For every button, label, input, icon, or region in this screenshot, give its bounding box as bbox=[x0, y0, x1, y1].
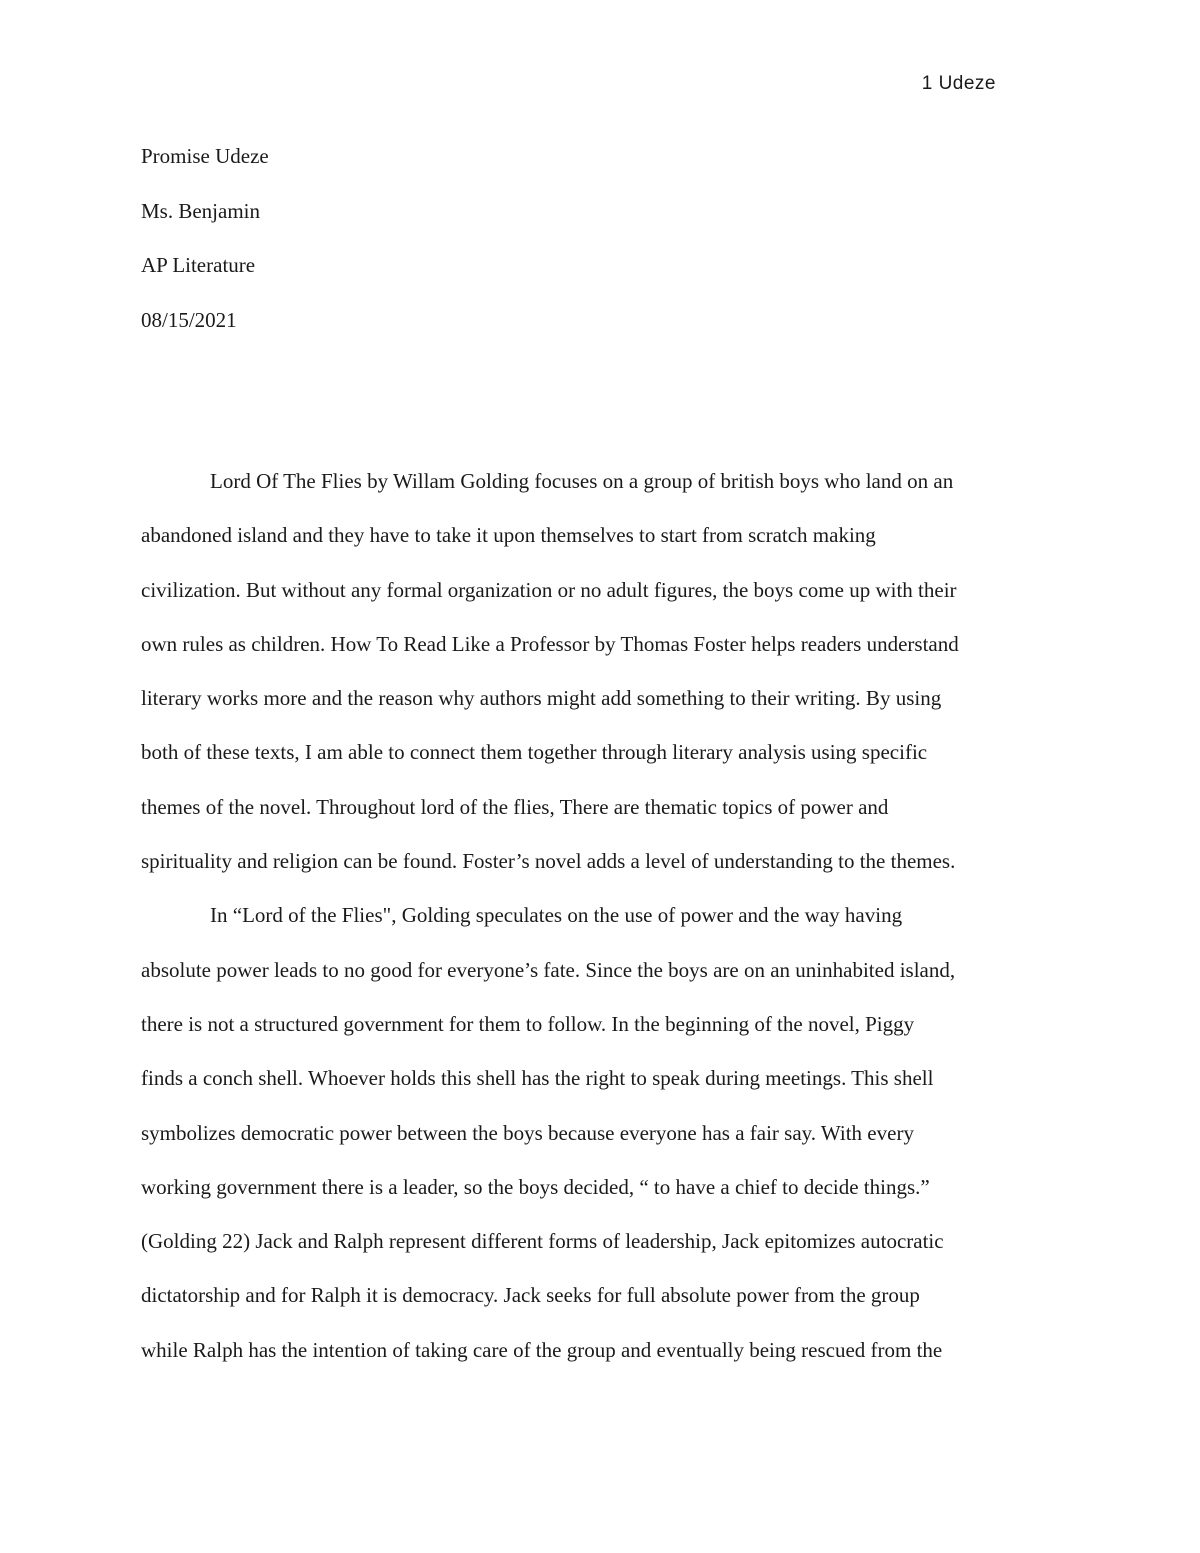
course-name: AP Literature bbox=[141, 253, 256, 277]
student-name: Promise Udeze bbox=[141, 144, 269, 168]
page-header: 1 Udeze bbox=[921, 73, 996, 94]
paragraph-2-line-6: working government there is a leader, so the boys decided, “ to have a chief to decide things.” bbox=[141, 1174, 930, 1199]
paragraph-1-line-8: spirituality and religion can be found. Foster’s novel adds a level of understanding to the themes. bbox=[141, 849, 956, 874]
paragraph-2-line-2: absolute power leads to no good for everyone’s fate. Since the boys are on an uninhabited island, bbox=[141, 957, 956, 982]
essay-body bbox=[141, 467, 1071, 1390]
paragraph-1-line-3: civilization. But without any formal organization or no adult figures, the boys come up with their bbox=[141, 577, 957, 602]
paragraph-2-line-5: symbolizes democratic power between the boys because everyone has a fair say. With every bbox=[141, 1120, 914, 1145]
paragraph-2-line-7: (Golding 22) Jack and Ralph represent different forms of leadership, Jack epitomizes autocratic bbox=[141, 1229, 944, 1254]
mla-heading bbox=[141, 142, 741, 360]
teacher-name: Ms. Benjamin bbox=[141, 198, 260, 223]
essay-date: 08/15/2021 bbox=[141, 307, 237, 332]
paragraph-1-line-7: themes of the novel. Throughout lord of the flies, There are thematic topics of power and bbox=[141, 794, 889, 819]
paragraph-2-line-4: finds a conch shell. Whoever holds this shell has the right to speak during meetings. This shell bbox=[141, 1066, 934, 1091]
paragraph-1-line-6: both of these texts, I am able to connect them together through literary analysis using specific bbox=[141, 740, 928, 765]
paragraph-2-line-3: there is not a structured government for them to follow. In the beginning of the novel, Piggy bbox=[141, 1011, 915, 1036]
paragraph-1-line-5: literary works more and the reason why authors might add something to their writing. By using bbox=[141, 686, 942, 711]
paragraph-2-line-8: dictatorship and for Ralph it is democracy. Jack seeks for full absolute power from the group bbox=[141, 1283, 920, 1308]
paragraph-1-line-1: Lord Of The Flies by Willam Golding focuses on a group of british boys who land on an bbox=[210, 469, 954, 493]
paragraph-2-line-9: while Ralph has the intention of taking care of the group and eventually being rescued from the bbox=[141, 1337, 943, 1362]
paragraph-2-line-1: In “Lord of the Flies", Golding speculates on the use of power and the way having bbox=[210, 903, 903, 928]
paragraph-1-line-4: own rules as children. How To Read Like a Professor by Thomas Foster helps readers understand bbox=[141, 631, 959, 656]
paragraph-1-line-2: abandoned island and they have to take it upon themselves to start from scratch making bbox=[141, 523, 876, 548]
